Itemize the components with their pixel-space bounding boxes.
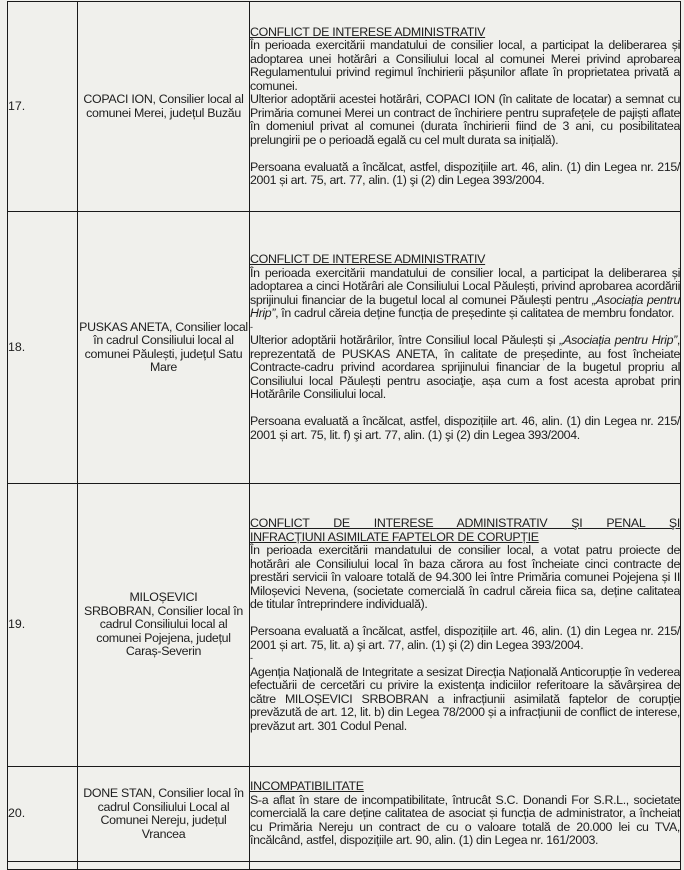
text-run: , reprezentată de PUSKAS ANETA, în calitate de președinte, au fost încheiate Contracte-cadru privind acordarea sprijinului financiar de la bugetul propriu al Consiliului local Păulești pentru asociaţie, așa cum a fost acesta aprobat prin Hotărârile Consiliului local. xyxy=(250,333,680,401)
person-role: , Consilier local în cadrul Consiliului Local al Comunei Nereju, județul Vrancea xyxy=(97,786,244,841)
document-page xyxy=(7,1,681,870)
integrity-cases-table xyxy=(7,1,681,870)
spacer xyxy=(250,612,680,626)
person-role: , Consilier local în cadrul Consiliului local al comunei Păulești, județul Satu Mare xyxy=(84,319,248,374)
case-conclusion: Persoana evaluată a încălcat, astfel, dispozițiile art. 46, alin. (1) din Legea nr. 215/ 2001 și art. 75, art. 77, alin. (1) şi (2) din Legea 393/2004. xyxy=(250,159,680,187)
spacer xyxy=(250,147,680,161)
case-conclusion: Persoana evaluată a încălcat, astfel, dispozițiile art. 46, alin. (1) din Legea nr. 215/ 2001 și art. 75, lit. a) şi art. 77, alin. (1) şi (2) din Legea 393/2004. xyxy=(250,624,680,652)
case-type-heading-cont: INFRACȚIUNI ASIMILATE FAPTELOR DE CORUPȚIE xyxy=(250,529,539,544)
case-type-heading: CONFLICT DE INTERESE ADMINISTRATIV xyxy=(250,252,486,266)
person-name: SRBOBRAN xyxy=(84,603,152,618)
person-cell xyxy=(78,2,250,212)
table-row xyxy=(8,484,681,767)
table-row xyxy=(8,767,681,862)
row-number: 19. xyxy=(8,484,78,767)
association-name: „Asociația pentru Hrip” xyxy=(559,333,677,347)
person-name: PUSKAS ANETA xyxy=(79,319,169,334)
separator-dash: - xyxy=(250,321,253,332)
row-number: 18. xyxy=(8,212,78,484)
spacer xyxy=(250,402,680,416)
person-name: DONE STAN xyxy=(83,786,152,800)
case-description xyxy=(250,2,681,212)
row-number: 20. xyxy=(8,767,78,862)
person-cell xyxy=(78,212,250,484)
association-name: „Asociația pentru Hrip” xyxy=(250,292,680,320)
table-row xyxy=(8,2,681,212)
case-paragraph xyxy=(250,267,680,321)
case-paragraph: Ulterior adoptării acestei hotărâri, COPACI ION (în calitate de locatar) a semnat cu Primăria comunei Merei un contract de închiriere pentru suprafețele de pajiști aflate în domeniul privat al comunei (durata închirierii fiind de 3 ani, cu posibilitatea prelungirii pe o perioadă egală cu cel mult durata sa inițială). xyxy=(250,92,680,147)
separator-dash: - xyxy=(250,653,253,663)
case-description xyxy=(250,767,681,862)
person-cell xyxy=(78,484,250,767)
text-run: În perioada exercitării mandatului de consilier local, a participat la deliberarea și adoptarea a cinci Hotărâri ale Consiliului Local Păulești, privind aprobarea acordării sprijinului financiar de la bugetul local al comunei Păulești pentru xyxy=(250,265,680,307)
case-paragraph: În perioada exercitării mandatului de consilier local, a votat patru proiecte de hotărâri ale Consiliului local în baza cărora au fost încheiate cinci contracte de prestări servicii în valoare totală de 94.300 lei între Primăria comunei Pojejena și II Miloșevici Nevena, (societate comercială în cadrul căreia fiica sa, deține calitatea de titular întreprindere individuală). xyxy=(250,543,680,611)
person-role: , Consilier local în cadrul Consiliului local al comunei Pojejena, județul Caraș-Severin xyxy=(96,603,243,659)
case-conclusion: Persoana evaluată a încălcat, astfel, dispozițiile art. 46, alin. (1) din Legea nr. 215/ 2001 și art. 75, lit. f) şi art. 77, alin. (1) şi (2) din Legea 393/2004. xyxy=(250,414,680,442)
person-role: , Consilier local al comunei Merei, județul Buzău xyxy=(86,92,244,120)
text-run: , în cadrul căreia deține funcția de președinte și calitatea de membru fondator. xyxy=(275,306,675,320)
case-description xyxy=(250,212,681,484)
case-paragraph: S-a aflat în stare de incompatibilitate, întrucât S.C. Donandi For S.R.L., societate comercială la care deține calitatea de asociat și funcția de administrator, a încheiat cu Primăria Nereju un contract de cu o valoare totală de 20.000 lei cu TVA, încălcând, astfel, dispozițiile art. 90, alin. (1) din Legea nr. 161/2003. xyxy=(250,792,680,848)
row-number: 17. xyxy=(8,2,78,212)
text-run: Ulterior adoptării hotărârilor, între Consiliul local Păulești și xyxy=(250,333,560,347)
case-paragraph xyxy=(250,334,680,402)
person-cell xyxy=(78,767,250,862)
case-paragraph: În perioada exercitării mandatului de consilier local, a participat la deliberarea și adoptarea unei hotărâri a Consiliului local al comunei Merei privind aprobarea Regulamentului privind regimul închirierii pășunilor aflate în proprietatea privată a comunei. xyxy=(250,38,680,93)
case-type-heading: INCOMPATIBILITATE xyxy=(250,779,364,794)
table-row xyxy=(8,212,681,484)
case-type-heading: CONFLICT DE INTERESE ADMINISTRATIV xyxy=(250,24,486,39)
person-name: COPACI ION xyxy=(83,92,153,106)
case-type-heading: CONFLICT DE INTERESE ADMINISTRATIV ŞI PENAL ŞI xyxy=(250,516,680,530)
person-name-first: MILOȘEVICI xyxy=(129,590,198,605)
case-description xyxy=(250,484,681,767)
referral-paragraph: Agenția Națională de Integritate a sesizat Direcția Națională Anticorupție în vederea efectuării de cercetări cu privire la existența indiciilor referitoare la săvârșirea de către MILOȘEVICI SRBOBRAN a infracțiunii asimilată faptelor de corupție prevăzută de art. 12, lit. b) din Legea 78/2000 și a infracțiunii de conflict de interese, prevăzut art. 301 Codul Penal. xyxy=(250,664,680,733)
